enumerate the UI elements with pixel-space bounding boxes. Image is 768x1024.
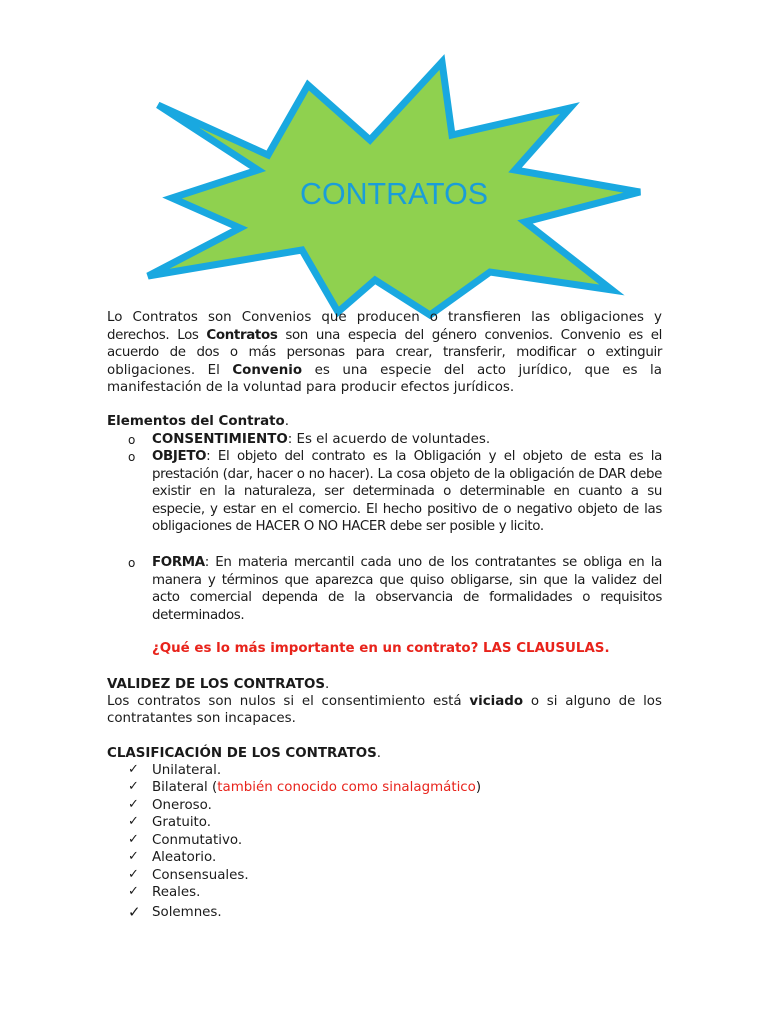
intro-line-4 [107, 362, 662, 380]
class-item-reales: Reales. [152, 885, 201, 900]
validity-heading-text: VALIDEZ DE LOS CONTRATOS [107, 677, 325, 692]
validity-text: o si alguno de los [523, 694, 662, 709]
starburst-banner [0, 0, 768, 330]
classification-heading-text: CLASIFICACIÓN DE LOS CONTRATOS [107, 746, 377, 761]
class-item-conmutativo: Conmutativo. [152, 833, 243, 848]
intro-line-5: manifestación de la voluntad para producir efectos jurídicos. [107, 380, 515, 395]
validity-line-1 [107, 693, 662, 711]
checkmark-icon: ✓ [128, 903, 141, 921]
class-item-gratuito: Gratuito. [152, 815, 212, 830]
element-consentimiento [152, 431, 662, 449]
checkmark-icon: ✓ [128, 884, 139, 899]
checkmark-icon: ✓ [128, 849, 139, 864]
title-contratos: CONTRATOS [300, 176, 488, 211]
class-item-bilateral [152, 779, 481, 797]
element-text: : El objeto del contrato es la Obligación y el objeto de esta es la prestación (dar, hacer o no hacer). La cosa objeto de la obligación de DAR debe existir en la naturaleza, ser determinada o determinable en cuanto a su especie, y estar en el comercio. El hecho positivo de o negativo objeto de las obligaciones de HACER O NO HACER debe ser posible y licito. [152, 449, 662, 534]
element-label: FORMA [152, 555, 205, 570]
intro-text: obligaciones. El [107, 363, 233, 378]
checkmark-icon: ✓ [128, 867, 139, 882]
element-text: : Es el acuerdo de voluntades. [287, 432, 491, 447]
elements-heading [107, 413, 662, 431]
term-convenio: Convenio [232, 363, 303, 378]
heading-dot: . [324, 677, 330, 692]
intro-text: son una especia del género convenios. Convenio es el [277, 328, 662, 343]
term-contratos: Contratos [206, 328, 278, 343]
elements-heading-text: Elementos del Contrato [107, 414, 285, 429]
intro-line-3: acuerdo de dos o más personas para crear, transferir, modificar o extinguir [107, 345, 662, 360]
checkmark-icon: ✓ [128, 814, 139, 829]
bullet-circle: o [128, 556, 136, 570]
intro-line-2 [107, 327, 662, 345]
bullet-circle: o [128, 433, 136, 447]
checkmark-icon: ✓ [128, 797, 139, 812]
checkmark-icon: ✓ [128, 779, 139, 794]
validity-text: Los contratos son nulos si el consentimiento está [107, 694, 470, 709]
bilateral-text: ) [475, 780, 482, 795]
bilateral-text: Bilateral ( [152, 780, 218, 795]
intro-line-1: Lo Contratos son Convenios que producen o transfieren las obligaciones y [107, 310, 662, 325]
bullet-circle: o [128, 450, 136, 464]
heading-dot: . [376, 746, 382, 761]
validity-line-2: contratantes son incapaces. [107, 711, 296, 726]
class-item-unilateral: Unilateral. [152, 763, 222, 778]
question-highlight [152, 640, 662, 658]
class-item-oneroso: Oneroso. [152, 798, 212, 813]
element-objeto [152, 448, 662, 536]
class-item-solemnes: Solemnes. [152, 905, 222, 920]
class-item-aleatorio: Aleatorio. [152, 850, 217, 865]
bilateral-note: también conocido como sinalagmático [217, 780, 476, 795]
checkmark-icon: ✓ [128, 832, 139, 847]
heading-dot: . [284, 414, 290, 429]
class-item-consensuales: Consensuales. [152, 868, 249, 883]
term-viciado: viciado [469, 694, 524, 709]
element-forma [152, 554, 662, 624]
classification-heading [107, 745, 662, 763]
element-label: CONSENTIMIENTO [152, 432, 288, 447]
intro-text: es una especie del acto jurídico, que es la [302, 363, 662, 378]
checkmark-icon: ✓ [128, 762, 139, 777]
element-text: : En materia mercantil cada uno de los contratantes se obliga en la manera y términos que aparezca que quiso obligarse, sin que la validez del acto comercial dependa de la observancia de formalidades o requisitos determinados. [152, 555, 662, 623]
intro-text: derechos. Los [107, 328, 207, 343]
element-label: OBJETO [152, 449, 207, 464]
question-text: ¿Qué es lo más importante en un contrato? LAS CLAUSULAS. [152, 641, 610, 656]
validity-heading [107, 676, 662, 694]
